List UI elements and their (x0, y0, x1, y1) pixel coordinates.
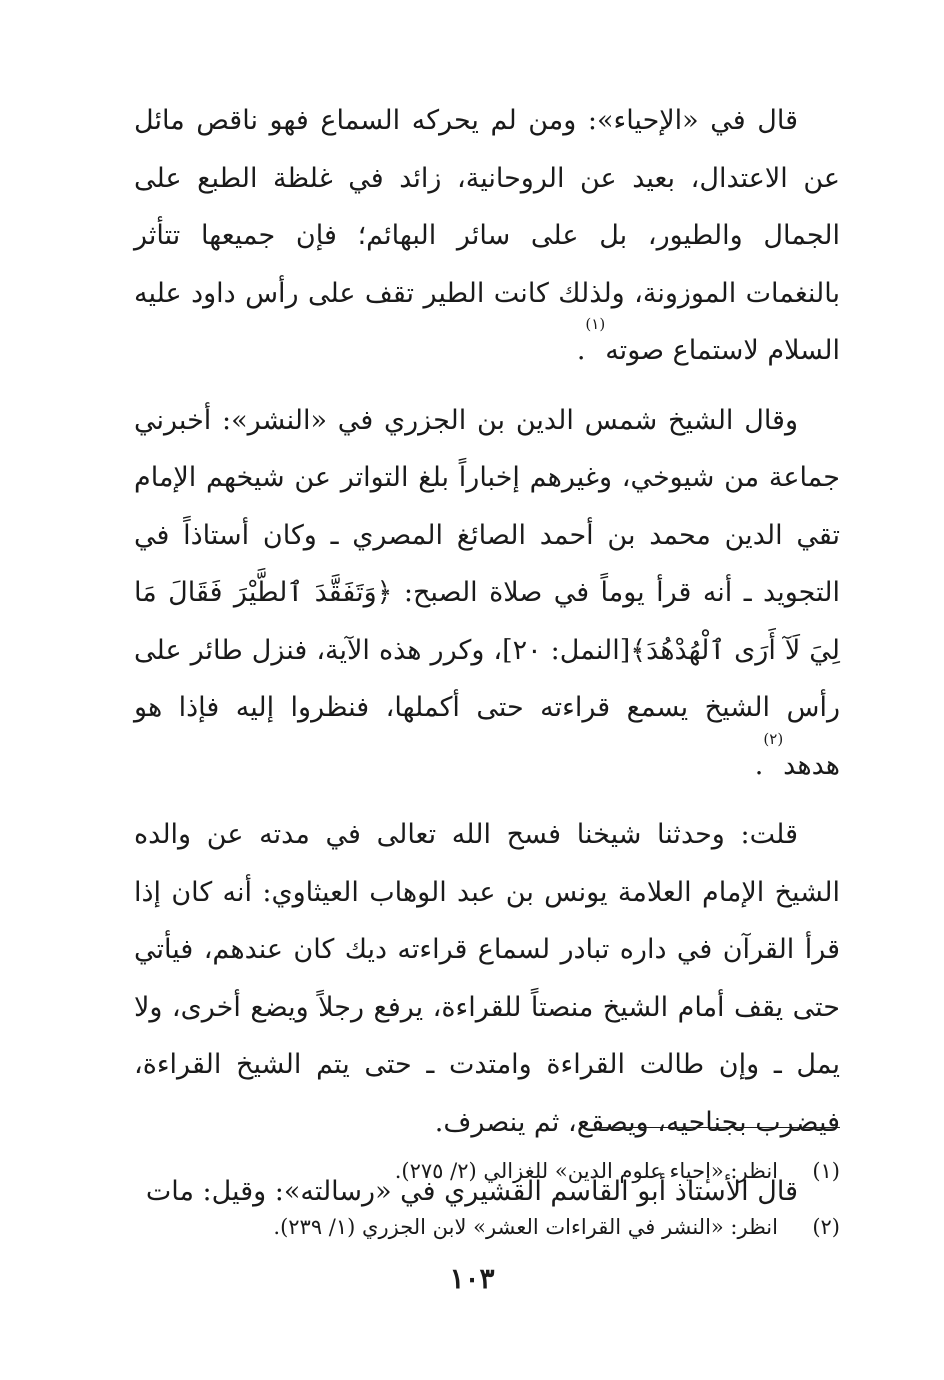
paragraph-1: قال في «الإحياء»: ومن لم يحركه السماع فهو ناقص مائل عن الاعتدال، بعيد عن الروحانية، زائد في غلظة الطبع على الجمال والطيور، بل على سائر البهائم؛ فإن جميعها تتأثر بالنغمات الموزونة، ولذلك كانت الطير تقف على رأس داود عليه السلام لاستماع صوته$^{(١)}$. (134, 105, 840, 366)
footnote-text: انظر: «إحياء علوم الدين» للغزالي (٢/ ٢٧٥). (394, 1159, 778, 1183)
footnote-ref-1[interactable]: (١) (585, 315, 606, 333)
footnote-separator (600, 1127, 840, 1128)
page-number: ١٠٣ (449, 1262, 495, 1295)
footnote-2 (134, 1199, 840, 1255)
paragraph-3: قلت: وحدثنا شيخنا فسح الله تعالى في مدته عن والده الشيخ الإمام العلامة يونس بن عبد الوهاب العيثاوي: أنه كان إذا قرأ القرآن في داره تبادر لسماع قراءته ديك كان عندهم، فيأتي حتى يقف أمام الشيخ منصتاً للقراءة، يرفع رجلاً ويضع أخرى، ولا يمل ـ وإن طالت القراءة وامتدت ـ حتى يتم الشيخ القراءة، فيضرب بجناحيه، ويصقع، ثم ينصرف. (134, 819, 840, 1138)
footnote-1 (134, 1143, 840, 1199)
footnote-number: (١) (812, 1159, 840, 1183)
paragraph-4: قال الأستاذ أبو القاسم القشيري في «رسالته»: وقيل: مات (145, 1176, 798, 1207)
paragraph-2: وقال الشيخ شمس الدين بن الجزري في «النشر»: أخبرني جماعة من شيوخي، وغيرهم إخباراً بلغ التواتر عن شيخهم الإمام تقي الدين محمد بن أحمد الصائغ المصري ـ وكان أستاذاً في التجويد ـ أنه قرأ يوماً في صلاة الصبح: ﴿وَتَفَقَّدَ ٱلطَّيْرَ فَقَالَ مَا لِيَ لَآ أَرَى ٱلْهُدْهُدَ﴾[النمل: ٢٠]، وكرر هذه الآية، فنزل طائر على رأس الشيخ يسمع قراءته حتى أكملها، فنظروا إليه فإذا هو هدهد$^{(٢)}$. (134, 404, 841, 781)
footnote-ref-2[interactable]: (٢) (763, 729, 784, 748)
footnote-number: (٢) (812, 1215, 840, 1239)
main-text (134, 92, 840, 1233)
footnote-text: انظر: «النشر في القراءات العشر» لابن الجزري (١/ ٢٣٩). (273, 1215, 778, 1239)
footnotes (134, 1143, 840, 1255)
